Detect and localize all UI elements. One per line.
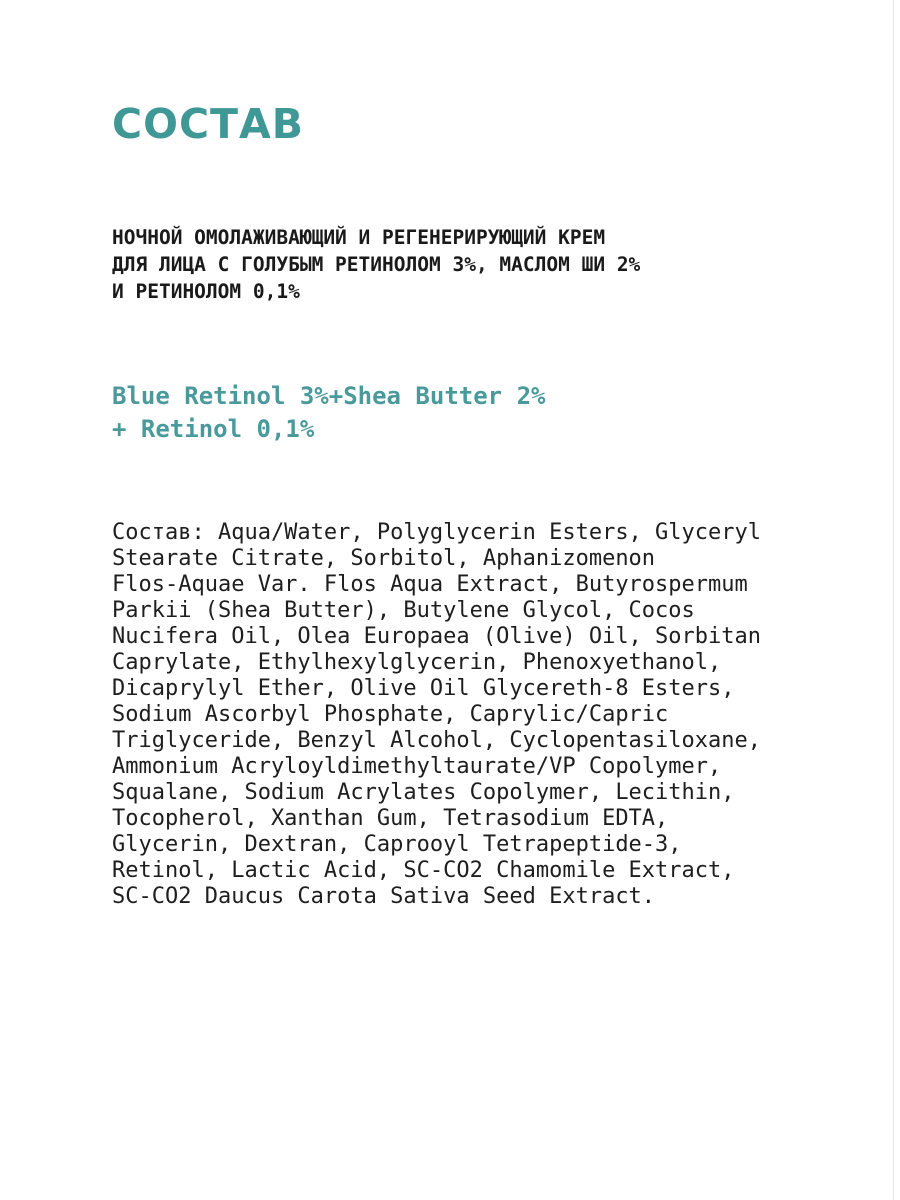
ingredients-line: Sodium Ascorbyl Phosphate, Caprylic/Capric [112,702,669,727]
product-name-line: НОЧНОЙ ОМОЛАЖИВАЮЩИЙ И РЕГЕНЕРИРУЮЩИЙ КРЕМ [112,226,606,249]
ingredients-line: Stearate Citrate, Sorbitol, Aphanizomenon [112,546,656,571]
product-name-line: И РЕТИНОЛОМ 0,1% [112,280,300,303]
ingredients-line: Triglyceride, Benzyl Alcohol, Cyclopentasiloxane, [112,728,762,753]
formula-line: + Retinol 0,1% [112,415,315,443]
ingredients-line: Glycerin, Dextran, Caprooyl Tetrapeptide-3, [112,832,682,857]
product-name-line: ДЛЯ ЛИЦА С ГОЛУБЫМ РЕТИНОЛОМ 3%, МАСЛОМ ШИ 2% [112,253,641,276]
formula-highlight [112,380,812,446]
ingredients-line: Состав: Aqua/Water, Polyglycerin Esters, Glyceryl [112,520,762,545]
ingredients-list [112,520,812,910]
ingredients-line: Tocopherol, Xanthan Gum, Tetrasodium EDTA, [112,806,669,831]
ingredients-line: Retinol, Lactic Acid, SC-CO2 Chamomile Extract, [112,858,735,883]
ingredients-line: Ammonium Acryloyldimethyltaurate/VP Copolymer, [112,754,722,779]
ingredients-line: SC-CO2 Daucus Carota Sativa Seed Extract. [112,884,656,909]
ingredients-line: Dicaprylyl Ether, Olive Oil Glycereth-8 Esters, [112,676,735,701]
ingredients-line: Nucifera Oil, Olea Europaea (Olive) Oil, Sorbitan [112,624,762,649]
page-title: СОСТАВ [112,100,304,148]
product-name [112,224,812,305]
ingredients-line: Squalane, Sodium Acrylates Copolymer, Lecithin, [112,780,735,805]
ingredients-line: Caprylate, Ethylhexylglycerin, Phenoxyethanol, [112,650,722,675]
ingredients-line: Parkii (Shea Butter), Butylene Glycol, Cocos [112,598,695,623]
formula-line: Blue Retinol 3%+Shea Butter 2% [112,382,546,410]
ingredients-line: Flos-Aquae Var. Flos Aqua Extract, Butyrospermum [112,572,748,597]
page-edge-divider [893,0,894,1200]
